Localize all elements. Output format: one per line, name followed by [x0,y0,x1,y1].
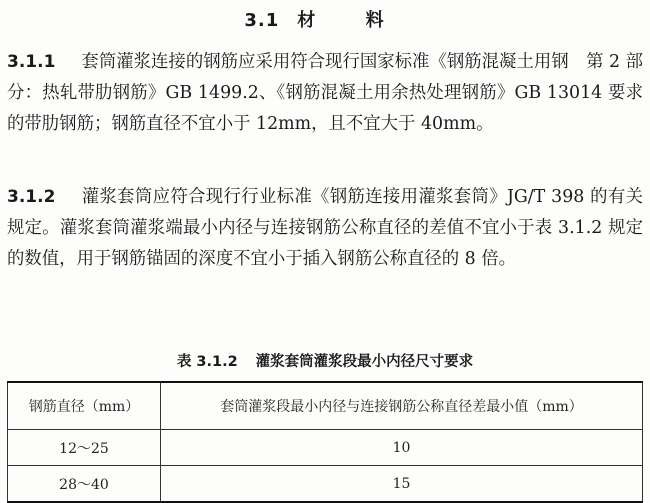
table-cell: 28～40 [8,466,161,503]
requirements-table [7,381,643,503]
column-header-rebar-diameter: 钢筋直径（mm） [8,382,161,430]
clause-text: 套筒灌浆连接的钢筋应采用符合现行国家标准《钢筋混凝土用钢 第 2 部分：热轧带肋钢筋》GB 1499.2、《钢筋混凝土用余热处理钢筋》GB 13014 要求的带肋钢筋；钢筋直径不宜小于 12mm，且不宜大于 40mm。 [7,52,643,134]
table-row [8,430,643,466]
table-header-row [8,382,643,430]
clause-3-1-2 [7,182,643,275]
clause-number: 3.1.1 [7,52,56,72]
table-number: 表 3.1.2 [176,354,238,370]
table-caption [0,350,650,371]
section-title: 材 料 [297,10,406,31]
table-cell: 12～25 [8,430,161,466]
section-heading [0,6,650,32]
clause-3-1-1 [7,47,643,140]
table-cell: 10 [161,430,643,466]
table-title: 灌浆套筒灌浆段最小内径尺寸要求 [255,354,474,370]
clause-number: 3.1.2 [7,187,56,207]
table-cell: 15 [161,466,643,503]
clause-text: 灌浆套筒应符合现行行业标准《钢筋连接用灌浆套筒》JG/T 398 的有关规定。灌浆套筒灌浆端最小内径与连接钢筋公称直径的差值不宜小于表 3.1.2 规定的数值，用于钢筋锚固的深度不宜小于插入钢筋公称直径的 8 倍。 [7,187,643,269]
table-row [8,466,643,503]
column-header-min-difference: 套筒灌浆段最小内径与连接钢筋公称直径差最小值（mm） [161,382,643,430]
section-number: 3.1 [244,10,280,31]
